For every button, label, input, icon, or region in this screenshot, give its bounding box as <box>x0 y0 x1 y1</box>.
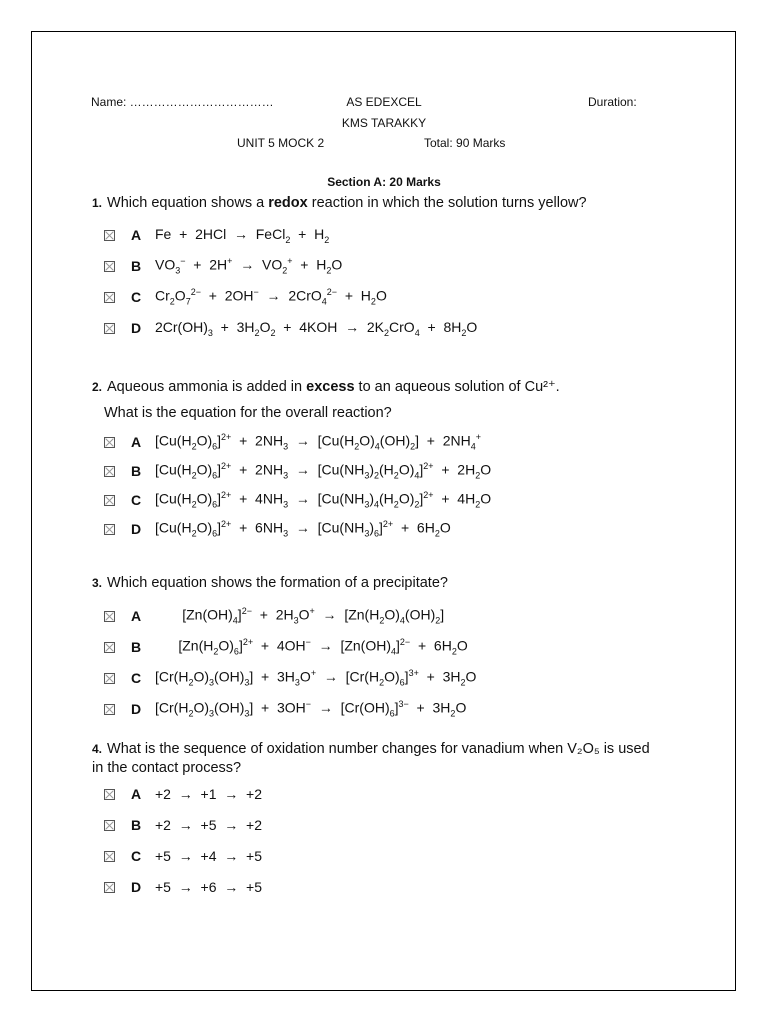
option-equation: $VO_3^- + 2H^+ \to VO_2^+ + H_2O$ <box>155 256 343 276</box>
answer-checkbox[interactable] <box>104 437 115 448</box>
answer-checkbox[interactable] <box>104 524 115 535</box>
q3-option-d[interactable]: D $[Cr(H_2O)_3(OH)_3] + 3OH^- \to [Cr(OH)_6]^{3-} + 3H_2O$ <box>104 697 466 721</box>
answer-checkbox[interactable] <box>104 230 115 241</box>
q4-option-a[interactable]: A +2 → +1 → +2 <box>104 782 262 806</box>
answer-checkbox[interactable] <box>104 261 115 272</box>
question-3-text: 3. Which equation shows the formation of a precipitate? <box>92 575 448 591</box>
option-equation: +5 → +6 → +5 <box>155 879 263 895</box>
answer-checkbox[interactable] <box>104 642 115 653</box>
answer-checkbox[interactable] <box>104 323 115 334</box>
q1-option-d[interactable]: D $2Cr(OH)_3 + 3H_2O_2 + 4KOH \to 2K_2CrO_4 + 8H_2O$ <box>104 316 477 340</box>
option-equation: $[Cu(H_2O)_6]^{2+} + 2NH_3 \to [Cu(H_2O)_4(OH)_2] + 2NH_4^+$ <box>155 432 482 452</box>
option-equation: $[Cu(H_2O)_6]^{2+} + 2NH_3 \to [Cu(NH_3)_2(H_2O)_4]^{2+} + 2H_2O$ <box>155 461 492 481</box>
answer-checkbox[interactable] <box>104 704 115 715</box>
q2-option-c[interactable]: C $[Cu(H_2O)_6]^{2+} + 4NH_3 \to [Cu(NH_3)_4(H_2O)_2]^{2+} + 4H_2O$ <box>104 488 491 512</box>
name-field-label: Name: ……………………………… <box>91 95 274 109</box>
option-equation: +5 → +4 → +5 <box>155 848 263 864</box>
q1-option-b[interactable]: B $VO_3^- + 2H^+ \to VO_2^+ + H_2O$ <box>104 254 342 278</box>
q4-option-b[interactable]: B +2 → +5 → +2 <box>104 813 262 837</box>
option-equation: +2 → +5 → +2 <box>155 817 263 833</box>
question-2-subtext: What is the equation for the overall reaction? <box>104 405 392 421</box>
q2-option-b[interactable]: B $[Cu(H_2O)_6]^{2+} + 2NH_3 \to [Cu(NH_3)_2(H_2O)_4]^{2+} + 2H_2O$ <box>104 459 491 483</box>
school-name: KMS TARAKKY <box>341 116 427 130</box>
option-equation: $[Cu(H_2O)_6]^{2+} + 4NH_3 \to [Cu(NH_3)_4(H_2O)_2]^{2+} + 4H_2O$ <box>155 490 492 510</box>
option-equation: Fe + 2HCl → FeCl$_2$ + $H_2$ <box>155 225 330 245</box>
answer-checkbox[interactable] <box>104 882 115 893</box>
exam-board: AS EDEXCEL <box>346 95 422 109</box>
total-marks: Total: 90 Marks <box>424 136 506 150</box>
unit-title: UNIT 5 MOCK 2 <box>237 136 325 150</box>
answer-checkbox[interactable] <box>104 789 115 800</box>
question-number: 1. <box>92 196 103 210</box>
q3-option-a[interactable]: A $[Zn(OH)_4]^{2-} + 2H_3O^+ \to [Zn(H_2O)_4(OH)_2]$ <box>104 604 444 628</box>
option-equation: $[Zn(H_2O)_6]^{2+} + 4OH^- \to [Zn(OH)_4]^{2-} + 6H_2O$ <box>155 637 468 657</box>
answer-checkbox[interactable] <box>104 466 115 477</box>
section-title: Section A: 20 Marks <box>327 175 441 189</box>
answer-checkbox[interactable] <box>104 820 115 831</box>
q3-option-b[interactable]: B $[Zn(H_2O)_6]^{2+} + 4OH^- \to [Zn(OH)_4]^{2-} + 6H_2O$ <box>104 635 468 659</box>
answer-checkbox[interactable] <box>104 495 115 506</box>
option-equation: $[Cu(H_2O)_6]^{2+} + 6NH_3 \to [Cu(NH_3)_6]^{2+} + 6H_2O$ <box>155 519 451 539</box>
option-equation: $[Cr(H_2O)_3(OH)_3] + 3OH^- \to [Cr(OH)_6]^{3-} + 3H_2O$ <box>155 699 467 719</box>
question-number: 4. <box>92 742 103 756</box>
option-equation: $2Cr(OH)_3 + 3H_2O_2 + 4KOH \to 2K_2CrO_4 + 8H_2O$ <box>155 318 478 338</box>
option-equation: $[Zn(OH)_4]^{2-} + 2H_3O^+ \to [Zn(H_2O)_4(OH)_2]$ <box>155 606 445 626</box>
option-equation: +2 → +1 → +2 <box>155 786 263 802</box>
q4-option-d[interactable]: D +5 → +6 → +5 <box>104 875 262 899</box>
q3-option-c[interactable]: C $[Cr(H_2O)_3(OH)_3] + 3H_3O^+ \to [Cr(H_2O)_6]^{3+} + 3H_2O$ <box>104 666 476 690</box>
q2-option-a[interactable]: A $[Cu(H_2O)_6]^{2+} + 2NH_3 \to [Cu(H_2O)_4(OH)_2] + 2NH_4^+$ <box>104 430 481 454</box>
answer-checkbox[interactable] <box>104 611 115 622</box>
question-2-text: 2. Aqueous ammonia is added in excess to an aqueous solution of Cu²⁺. <box>92 379 560 395</box>
option-equation: $Cr_2O_7^{2-} + 2OH^- \to 2CrO_4^{2-} + H_2O$ <box>155 287 387 307</box>
question-4-text: 4. What is the sequence of oxidation number changes for vanadium when V₂O₅ is used in the contact process? <box>92 741 650 776</box>
q1-option-c[interactable]: C $Cr_2O_7^{2-} + 2OH^- \to 2CrO_4^{2-} + H_2O$ <box>104 285 387 309</box>
q1-option-a[interactable]: A Fe + 2HCl → FeCl$_2$ + $H_2$ <box>104 223 329 247</box>
question-number: 2. <box>92 380 103 394</box>
question-number: 3. <box>92 576 103 590</box>
answer-checkbox[interactable] <box>104 673 115 684</box>
answer-checkbox[interactable] <box>104 292 115 303</box>
answer-checkbox[interactable] <box>104 851 115 862</box>
question-1-text: 1. Which equation shows a redox reaction in which the solution turns yellow? <box>92 195 587 211</box>
option-equation: $[Cr(H_2O)_3(OH)_3] + 3H_3O^+ \to [Cr(H_2O)_6]^{3+} + 3H_2O$ <box>155 668 477 688</box>
q2-option-d[interactable]: D $[Cu(H_2O)_6]^{2+} + 6NH_3 \to [Cu(NH_3)_6]^{2+} + 6H_2O$ <box>104 517 451 541</box>
q4-option-c[interactable]: C +5 → +4 → +5 <box>104 844 262 868</box>
duration-label: Duration: <box>588 95 637 109</box>
